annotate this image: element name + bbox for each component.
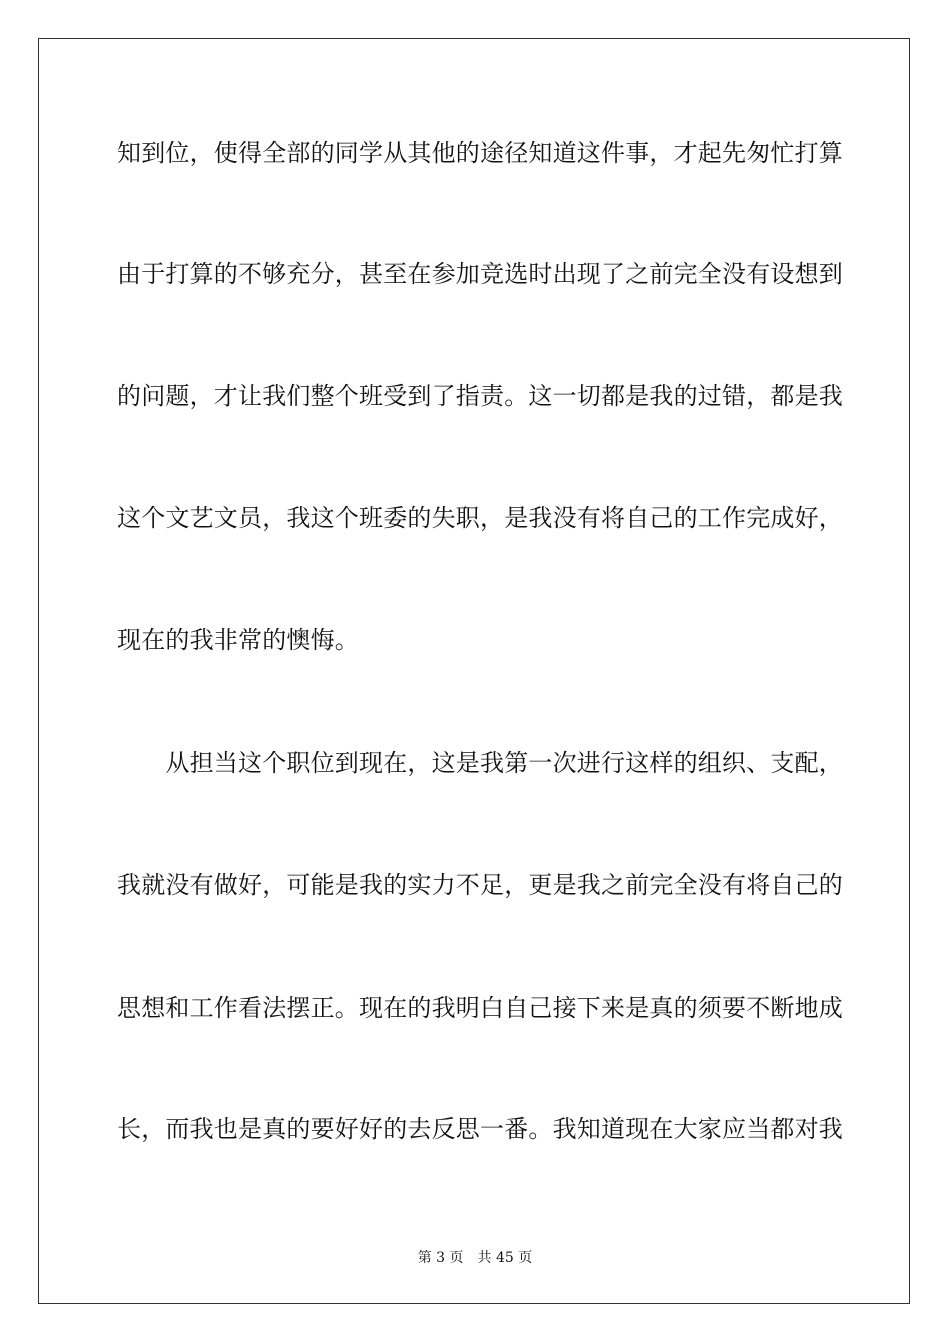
total-pages: 共 45 页: [477, 1250, 533, 1266]
body-text-line-1: 知到位，使得全部的同学从其他的途径知道这件事，才起先匆忙打算: [117, 139, 843, 167]
body-text-line-5: 现在的我非常的懊悔。: [117, 626, 359, 654]
page-number: 第 3 页: [417, 1250, 464, 1266]
body-text-line-8: 思想和工作看法摆正。现在的我明白自己接下来是真的须要不断地成: [117, 994, 843, 1022]
body-text-line-9: 长，而我也是真的要好好的去反思一番。我知道现在大家应当都对我: [117, 1115, 843, 1143]
body-text-line-6: 从担当这个职位到现在，这是我第一次进行这样的组织、支配，: [117, 749, 843, 777]
body-text-line-2: 由于打算的不够充分，甚至在参加竞选时出现了之前完全没有设想到: [117, 260, 843, 288]
body-text-line-7: 我就没有做好，可能是我的实力不足，更是我之前完全没有将自己的: [117, 871, 843, 899]
body-text-line-3: 的问题，才让我们整个班受到了指责。这一切都是我的过错，都是我: [117, 382, 843, 410]
body-text-line-4: 这个文艺文员，我这个班委的失职，是我没有将自己的工作完成好，: [117, 504, 843, 532]
page-footer: [0, 1248, 950, 1268]
